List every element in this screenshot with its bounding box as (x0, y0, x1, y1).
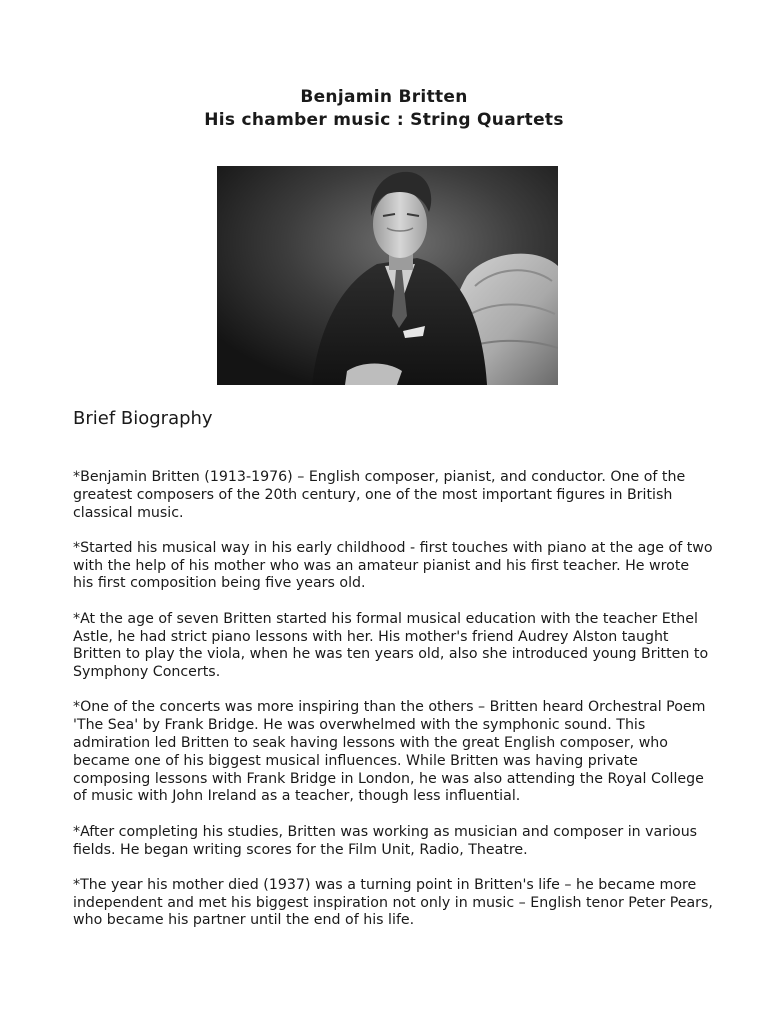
title-line-composer: Benjamin Britten (300, 87, 468, 107)
title-line-subject: His chamber music : String Quartets (204, 110, 564, 130)
paragraph: *The year his mother died (1937) was a turning point in Britten's life – he became more independent and met his biggest inspiration not only in music – English tenor Peter Pears, who became his partner until the end of his life. (73, 876, 713, 929)
paragraph: *Benjamin Britten (1913-1976) – English composer, pianist, and conductor. One of the greatest composers of the 20th century, one of the most important figures in British classical music. (73, 469, 686, 521)
portrait-photo (217, 166, 558, 385)
paragraph: *After completing his studies, Britten was working as musician and composer in various fields. He began writing scores for the Film Unit, Radio, Theatre. (73, 823, 698, 858)
paragraph: *One of the concerts was more inspiring than the others – Britten heard Orchestral Poem 'The Sea' by Frank Bridge. He was overwhelmed with the symphonic sound. This admiration led Britten to seak having lessons with the great English composer, who became one of his biggest musical influences. While Britten was having private composing lessons with Frank Bridge in London, he was also attending the Royal College of music with John Ireland as a teacher, though less influential. (73, 699, 706, 805)
paragraph: *At the age of seven Britten started his formal musical education with the teacher Ethel Astle, he had strict piano lessons with her. His mother's friend Audrey Alston taught Britten to play the viola, when he was ten years old, also she introduced young Britten to Symphony Concerts. (73, 610, 709, 681)
paragraph: *Started his musical way in his early childhood - first touches with piano at the age of two with the help of his mother who was an amateur pianist and his first teacher. He wrote his first composition being five years old. (73, 539, 713, 592)
section-heading-biography: Brief Biography (73, 408, 213, 429)
document-title (0, 86, 768, 132)
biography-text (73, 469, 713, 948)
